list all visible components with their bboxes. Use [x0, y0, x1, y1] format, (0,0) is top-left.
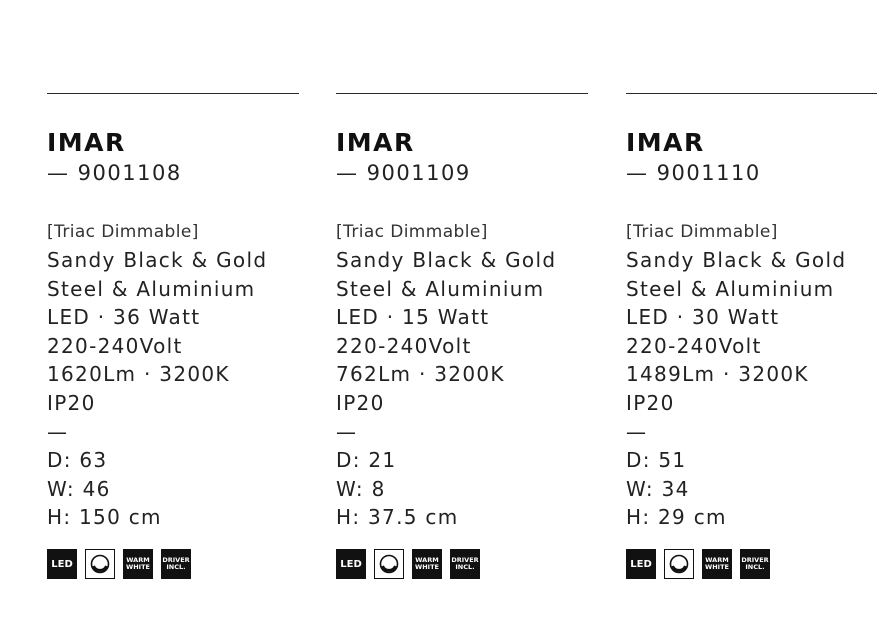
dimmer-icon: [85, 549, 115, 579]
spec-list: [626, 218, 877, 532]
spec-ip: IP20: [336, 390, 385, 415]
dimmable-label: [Triac Dimmable]: [626, 222, 778, 242]
spec-finish: Sandy Black & Gold: [47, 248, 268, 272]
spec-power: LED · 30 Watt: [626, 305, 780, 330]
product-column: [336, 93, 588, 571]
driver-included-icon: DRIVER INCL.: [740, 549, 770, 579]
spec-depth: D: 63: [47, 448, 108, 473]
spec-lumen: 1489Lm · 3200K: [626, 362, 809, 387]
product-name: IMAR: [336, 128, 415, 157]
spec-material: Steel & Aluminium: [626, 276, 835, 301]
product-code: — 9001108: [47, 161, 182, 185]
product-code: — 9001109: [336, 161, 471, 185]
product-code: — 9001110: [626, 161, 761, 185]
warm-white-icon: WARM WHITE: [702, 549, 732, 579]
spec-height: H: 150 cm: [47, 505, 162, 530]
spec-ip: IP20: [47, 390, 96, 415]
spec-width: W: 8: [336, 476, 386, 501]
dimmable-label: [Triac Dimmable]: [336, 222, 488, 242]
spec-lumen: 762Lm · 3200K: [336, 362, 505, 387]
led-icon: LED: [336, 549, 366, 579]
spec-height: H: 37.5 cm: [336, 505, 459, 530]
spec-voltage: 220-240Volt: [47, 333, 183, 358]
spec-voltage: 220-240Volt: [336, 333, 472, 358]
driver-included-icon: DRIVER INCL.: [450, 549, 480, 579]
dimmer-icon: [664, 549, 694, 579]
dimmer-icon: [374, 549, 404, 579]
divider: [626, 93, 877, 94]
spec-separator: —: [47, 419, 69, 444]
spec-separator: —: [626, 419, 648, 444]
spec-ip: IP20: [626, 390, 675, 415]
spec-width: W: 34: [626, 476, 690, 501]
product-column: [626, 93, 877, 571]
spec-finish: Sandy Black & Gold: [336, 248, 557, 272]
warm-white-icon: WARM WHITE: [123, 549, 153, 579]
dimmable-label: [Triac Dimmable]: [47, 222, 199, 242]
feature-icons: [626, 549, 770, 579]
spec-material: Steel & Aluminium: [47, 276, 256, 301]
warm-white-icon: WARM WHITE: [412, 549, 442, 579]
spec-width: W: 46: [47, 476, 111, 501]
spec-finish: Sandy Black & Gold: [626, 248, 847, 272]
product-name: IMAR: [626, 128, 705, 157]
spec-power: LED · 15 Watt: [336, 305, 490, 330]
divider: [336, 93, 588, 94]
spec-separator: —: [336, 419, 358, 444]
spec-depth: D: 51: [626, 448, 687, 473]
led-icon: LED: [47, 549, 77, 579]
spec-material: Steel & Aluminium: [336, 276, 545, 301]
spec-lumen: 1620Lm · 3200K: [47, 362, 230, 387]
divider: [47, 93, 299, 94]
spec-depth: D: 21: [336, 448, 397, 473]
spec-list: [47, 218, 299, 532]
spec-voltage: 220-240Volt: [626, 333, 762, 358]
spec-list: [336, 218, 588, 532]
spec-height: H: 29 cm: [626, 505, 727, 530]
product-column: [47, 93, 299, 571]
feature-icons: [336, 549, 480, 579]
led-icon: LED: [626, 549, 656, 579]
driver-included-icon: DRIVER INCL.: [161, 549, 191, 579]
product-name: IMAR: [47, 128, 126, 157]
feature-icons: [47, 549, 191, 579]
spec-power: LED · 36 Watt: [47, 305, 201, 330]
